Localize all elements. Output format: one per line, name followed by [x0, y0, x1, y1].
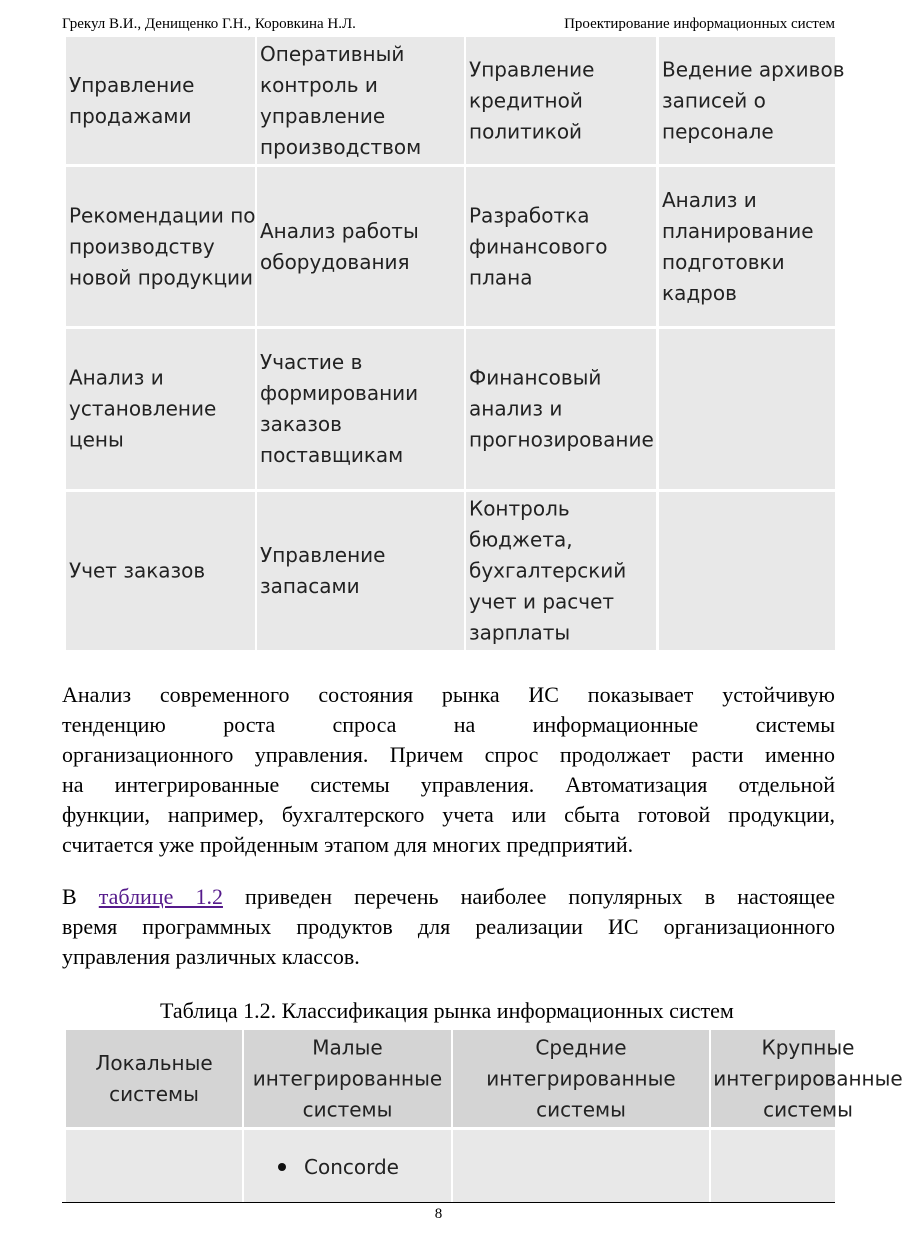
cell-line: производством: [260, 134, 422, 159]
cell-line: Разработка: [469, 203, 590, 227]
cell-line: поставщикам: [260, 443, 404, 467]
footer-divider: [62, 1202, 835, 1203]
table-cell: [66, 167, 255, 326]
cell-line: цены: [69, 427, 124, 452]
text-line: считается уже пройденным этапом для многих предприятий.: [62, 832, 634, 857]
cell-line: системы: [763, 1097, 853, 1121]
table-header-cell: [711, 1030, 903, 1127]
text-line: на интегрированные системы управления. Автоматизация отдельной: [62, 772, 835, 797]
cell-line: системы: [536, 1097, 626, 1121]
table-cell: [244, 1130, 451, 1202]
cell-text: [69, 556, 255, 587]
cell-line: подготовки: [662, 249, 785, 274]
cell-line: анализ и: [469, 396, 563, 421]
cell-line: Малые: [312, 1035, 383, 1059]
table-cell: [257, 167, 464, 326]
cell-line: системы: [302, 1097, 393, 1121]
table-caption: Таблица 1.2. Классификация рынка информационных систем: [160, 998, 734, 1023]
text-line: организационного управления. Причем спрос продолжает расти именно: [62, 742, 835, 767]
table-reference-link[interactable]: таблице 1.2: [98, 884, 223, 909]
body-paragraph: [62, 680, 835, 860]
cell-line: формировании: [260, 381, 419, 405]
cell-line: планирование: [662, 218, 814, 243]
table-cell: [257, 329, 464, 489]
cell-line: Участие в: [260, 350, 363, 374]
cell-line: Анализ работы: [260, 218, 419, 243]
text-line: тенденцию роста спроса на информационные системы: [62, 712, 835, 737]
cell-line: заказов: [260, 412, 342, 436]
cell-line: Крупные: [761, 1035, 855, 1059]
table-cell: [659, 492, 835, 650]
table-header-cell: [453, 1030, 709, 1127]
cell-line: кадров: [662, 280, 737, 305]
cell-line: персонале: [662, 119, 774, 143]
cell-line: Управление: [69, 72, 195, 97]
bullet-icon: [278, 1163, 286, 1171]
cell-line: интегрированные: [486, 1066, 676, 1090]
cell-line: установление: [69, 396, 217, 421]
cell-text: [66, 1048, 242, 1110]
cell-line: продажами: [69, 103, 192, 128]
cell-line: Оперативный: [260, 41, 405, 66]
table-cell: [659, 329, 835, 489]
table-cell: [66, 329, 255, 489]
table-cell: [659, 37, 845, 164]
cell-text: [453, 1032, 709, 1125]
table-cell: [466, 329, 656, 489]
table-cell: [66, 1130, 242, 1202]
table-cell: [466, 37, 656, 164]
cell-line: Контроль: [469, 496, 570, 521]
cell-line: интегрированные: [713, 1066, 903, 1090]
cell-line: бухгалтерский: [469, 558, 627, 583]
text-fragment: приведен перечень наиболее популярных в настоящее: [245, 884, 836, 909]
cell-line: Финансовый: [469, 365, 602, 390]
cell-line: системы: [109, 1081, 199, 1106]
cell-text: [260, 347, 464, 471]
cell-text: [260, 540, 464, 602]
cell-text: [662, 54, 845, 147]
cell-line: Локальные: [95, 1050, 213, 1075]
text-line: [62, 882, 835, 912]
cell-line: Управление: [260, 543, 386, 567]
table-header-cell: [244, 1030, 451, 1127]
cell-line: контроль и: [260, 72, 378, 97]
table-cell: [66, 492, 255, 650]
cell-text: [469, 54, 656, 147]
cell-text: [469, 200, 656, 293]
header-authors: Грекул В.И., Денищенко Г.Н., Коровкина Н.Л.: [62, 16, 356, 32]
table-cell: [66, 37, 255, 164]
table-cell: [257, 492, 464, 650]
cell-line: плана: [469, 265, 533, 289]
cell-line: прогнозирование: [469, 427, 654, 452]
table-cell: [466, 492, 656, 650]
cell-line: Средние: [535, 1035, 627, 1059]
text-line: Анализ современного состояния рынка ИС показывает устойчивую: [62, 682, 835, 707]
cell-line: оборудования: [260, 249, 410, 274]
cell-line: Рекомендации по: [69, 203, 256, 227]
table-cell: [257, 37, 464, 164]
text-fragment: В: [62, 884, 77, 909]
cell-text: [244, 1032, 451, 1125]
cell-line: Анализ и: [662, 187, 757, 212]
cell-line: бюджета,: [469, 527, 573, 552]
table-cell: [711, 1130, 835, 1202]
text-line: время программных продуктов для реализации ИС организационного: [62, 914, 835, 939]
cell-text: [260, 39, 464, 163]
running-header: [62, 16, 835, 36]
cell-line: запасами: [260, 574, 360, 598]
cell-text: [662, 185, 835, 309]
table-cell: [659, 167, 835, 326]
text-line: функции, например, бухгалтерского учета или сбыта готовой продукции,: [62, 802, 835, 827]
cell-text: [713, 1032, 903, 1125]
body-paragraph: [62, 882, 835, 972]
cell-line: записей о: [662, 88, 766, 112]
product-name: Concorde: [304, 1155, 399, 1179]
cell-text: [69, 200, 255, 293]
table-cell: [453, 1130, 709, 1202]
cell-text: [469, 363, 656, 456]
text-line: управления различных классов.: [62, 944, 360, 969]
cell-line: Анализ и: [69, 365, 164, 390]
cell-line: управление: [260, 103, 386, 128]
cell-text: [69, 363, 255, 456]
cell-text: [260, 216, 464, 278]
cell-line: учет и расчет: [469, 589, 615, 614]
table-cell: [466, 167, 656, 326]
cell-line: политикой: [469, 119, 583, 143]
cell-line: новой продукции: [69, 265, 254, 289]
cell-line: Управление: [469, 57, 595, 81]
cell-text: [69, 70, 255, 132]
cell-line: финансового: [469, 234, 608, 258]
cell-line: интегрированные: [252, 1066, 443, 1090]
page-number: 8: [434, 1206, 443, 1222]
cell-line: зарплаты: [469, 620, 571, 645]
cell-line: производству: [69, 234, 215, 258]
cell-line: Учет заказов: [69, 558, 206, 583]
cell-text: [469, 494, 656, 649]
cell-line: кредитной: [469, 88, 583, 112]
list-item: [278, 1155, 399, 1179]
cell-line: Ведение архивов: [662, 57, 845, 81]
header-title: Проектирование информационных систем: [564, 16, 835, 32]
table-header-cell: [66, 1030, 242, 1127]
